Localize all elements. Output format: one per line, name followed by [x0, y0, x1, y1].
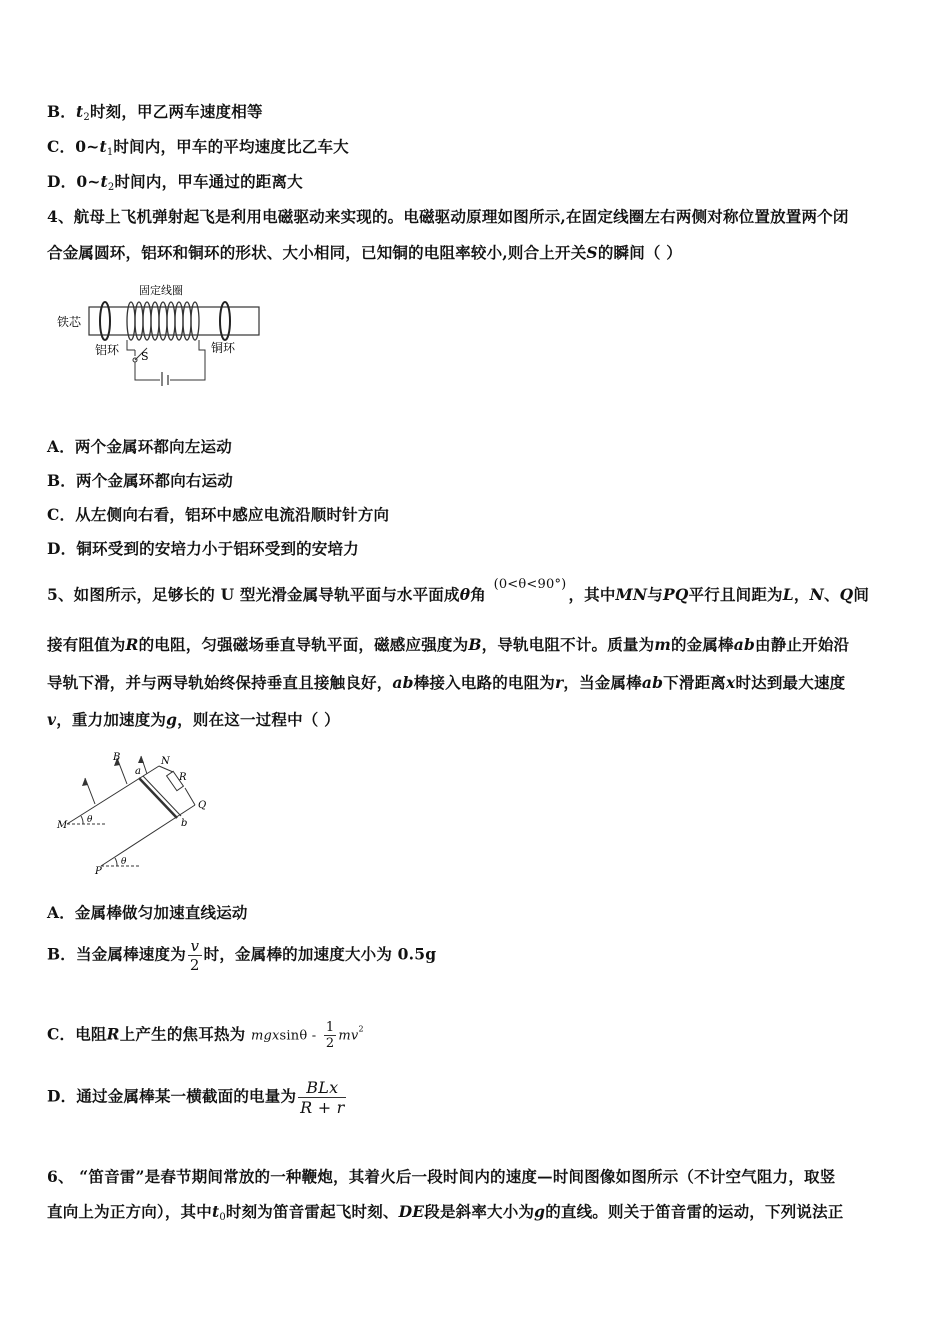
q4-option-a: A．两个金属环都向左运动 — [47, 437, 232, 456]
aluminum-ring — [100, 302, 110, 340]
label-b-field: B — [113, 752, 121, 763]
theta-range: (0<θ<90°) — [493, 577, 567, 592]
copper-ring — [220, 302, 230, 340]
switch-label: S — [141, 350, 149, 363]
q5-rail-figure — [55, 748, 225, 878]
half-v-fraction: $\frac{v}{2}$ — [189, 937, 200, 974]
rail-mn — [67, 766, 159, 824]
q3-option-b: B．$t_2$时刻，甲乙两车速度相等 — [47, 102, 263, 123]
q5-option-a: A．金属棒做匀加速直线运动 — [47, 903, 248, 922]
coil-label: 固定线圈 — [139, 284, 183, 297]
circuit-wire-left — [127, 340, 135, 350]
metal-bar — [139, 778, 177, 818]
q4-option-c: C．从左侧向右看，铝环中感应电流沿顺时针方向 — [47, 505, 390, 524]
label-n: N — [161, 756, 170, 767]
q5-stem-line3: 导轨下滑，并与两导轨始终保持垂直且接触良好，ab棒接入电路的电阻为r，当金属棒ab下滑距离x时达到最大速度 — [47, 673, 846, 692]
q5-stem-line4: v，重力加速度为g，则在这一过程中（ ） — [47, 710, 340, 729]
q3-option-d: D．$0\sim t_2$时间内，甲车通过的距离大 — [47, 172, 303, 193]
aluminum-label: 铝环 — [95, 343, 120, 357]
q5-option-b: B．当金属棒速度为 $\frac{v}{2}$ 时，金属棒的加速度大小为 0.5g — [47, 937, 437, 974]
core-label: 铁芯 — [57, 315, 82, 329]
label-m: M — [57, 820, 68, 831]
label-r: R — [179, 772, 187, 783]
q6-stem-line1: 6、 “笛音雷”是春节期间常放的一种鞭炮，其着火后一段时间内的速度—时间图像如图所示（不计空气阻力，取竖 — [47, 1167, 836, 1186]
circuit-wire-right — [170, 340, 205, 380]
label-b-end: b — [181, 818, 188, 829]
q3-option-c: C．$0\sim t_1$时间内，甲车的平均速度比乙车大 — [47, 137, 349, 158]
q4-stem-line2: 合金属圆环，铝环和铜环的形状、大小相同，已知铜的电阻率较小,则合上开关S的瞬间（ ） — [47, 243, 682, 262]
q4-coil-figure — [55, 278, 265, 386]
charge-fraction: $\frac{\text{BLx}}{R + r}$ — [300, 1078, 345, 1117]
fixed-coil — [127, 302, 199, 340]
q5-option-c: C．电阻R上产生的焦耳热为 mgxsinθ - $\frac{1}{2}$ $mv^2$ — [47, 1020, 364, 1051]
q4-option-d: D．铜环受到的安培力小于铝环受到的安培力 — [47, 539, 359, 558]
q6-stem-line2: 直向上为正方向），其中$t_0$时刻为笛音雷起飞时刻、DE段是斜率大小为g的直线。则关于笛音雷的运动，下列说法正 — [47, 1202, 844, 1223]
q5-option-d: D．通过金属棒某一横截面的电量为 $\frac{\text{BLx}}{R + r}$ — [47, 1078, 345, 1117]
q5-stem-line1: 5、如图所示，足够长的 U 型光滑金属导轨平面与水平面成θ角 $^{(0<\theta<90^\circ)}$，其中MN与PQ平行且间距为L，N、Q间 — [47, 577, 870, 604]
copper-label: 铜环 — [211, 341, 236, 355]
label-theta-2: θ — [121, 857, 127, 867]
label-p: P — [95, 866, 102, 877]
q5-stem-line2: 接有阻值为R的电阻，匀强磁场垂直导轨平面，磁感应强度为B，导轨电阻不计。质量为m的金属棒ab由静止开始沿 — [47, 635, 850, 654]
label-q: Q — [198, 800, 207, 811]
label-theta-1: θ — [87, 815, 93, 825]
q4-stem-line1: 4、航母上飞机弹射起飞是利用电磁驱动来实现的。电磁驱动原理如图所示,在固定线圈左右两侧对称位置放置两个闭 — [47, 207, 849, 226]
label-a: a — [135, 766, 141, 777]
half-fraction: $\frac{1}{2}$ — [325, 1020, 335, 1051]
rail-pq — [101, 805, 195, 866]
q4-option-b: B．两个金属环都向右运动 — [47, 471, 234, 490]
